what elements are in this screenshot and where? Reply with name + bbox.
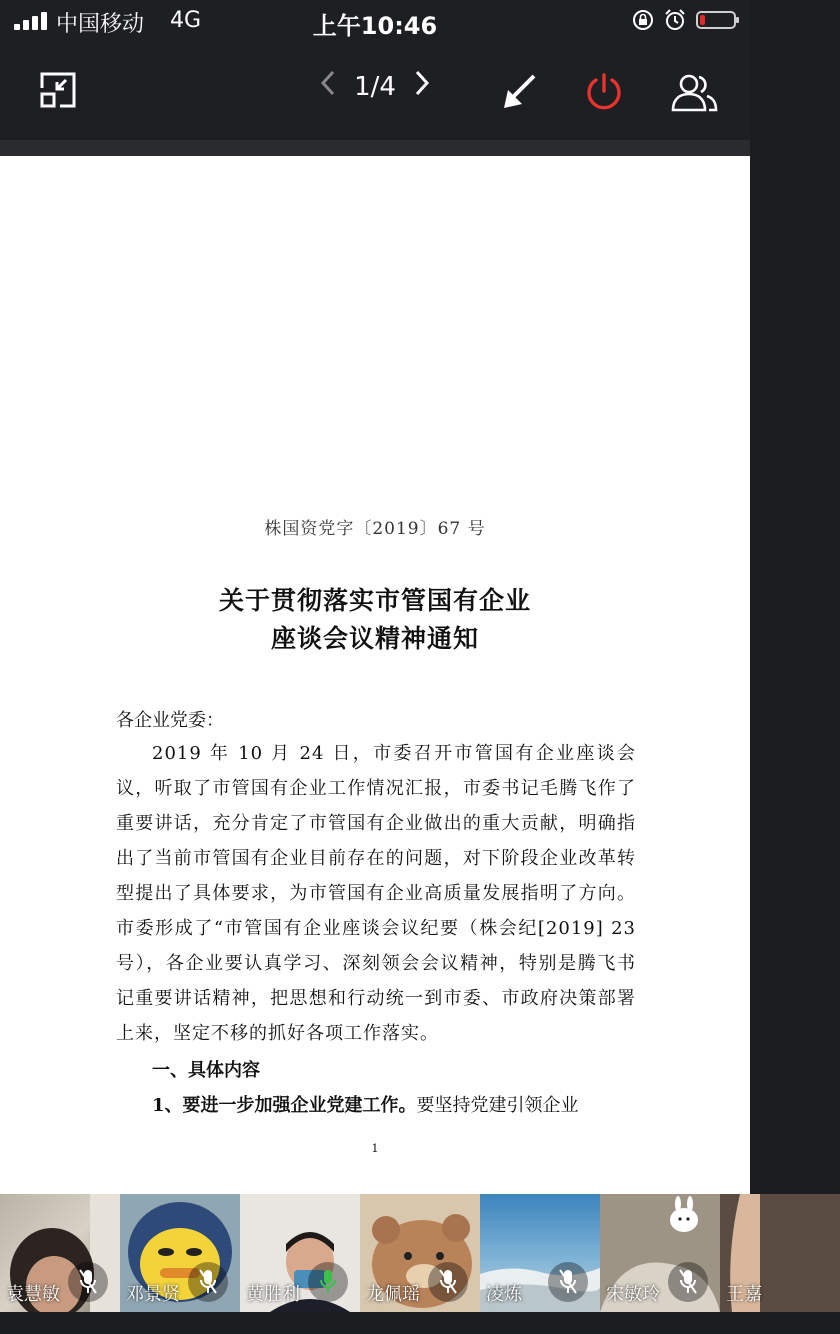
toolbar-divider	[0, 140, 750, 156]
battery-icon	[696, 11, 736, 29]
participant-video-strip[interactable]	[0, 1194, 762, 1312]
participant-name: 宋敏玲	[606, 1284, 660, 1305]
salutation: 各企业党委：	[116, 710, 224, 731]
mic-muted-icon	[439, 1269, 457, 1295]
participant-tile[interactable]	[120, 1194, 240, 1312]
participant-tile[interactable]	[0, 1194, 120, 1312]
alarm-icon	[664, 9, 686, 31]
participant-name: 凌炼	[486, 1284, 522, 1305]
page-navigator	[0, 70, 750, 103]
mic-active-button[interactable]	[308, 1262, 348, 1302]
participant-name: 邓景贤	[126, 1284, 180, 1305]
participant-tile[interactable]	[240, 1194, 360, 1312]
chevron-right-icon	[414, 70, 430, 96]
carrier-label: 中国移动	[56, 12, 145, 37]
title-line-1: 关于贯彻落实市管国有企业	[218, 586, 531, 615]
mic-muted-button[interactable]	[668, 1262, 708, 1302]
document-title	[0, 582, 750, 658]
mic-muted-button[interactable]	[548, 1262, 588, 1302]
title-line-2: 座谈会议精神通知	[270, 624, 479, 653]
next-page-button[interactable]	[414, 70, 430, 103]
clock: 上午10:46	[312, 12, 438, 40]
home-indicator-area	[0, 1312, 750, 1334]
participant-name: 袁慧敏	[6, 1284, 60, 1305]
document-body	[116, 736, 636, 1051]
mic-muted-icon	[559, 1269, 577, 1295]
item-1-heading: 1、要进一步加强企业党建工作。	[152, 1095, 417, 1116]
participant-name: 黄胜利	[246, 1284, 300, 1305]
mic-muted-button[interactable]	[68, 1262, 108, 1302]
mic-active-icon	[319, 1269, 337, 1295]
network-label: 4G	[170, 8, 202, 33]
page-number: 1	[371, 1142, 379, 1155]
shared-document[interactable]	[0, 156, 750, 1194]
participant-tile[interactable]	[600, 1194, 720, 1312]
body-paragraph: 2019 年 10 月 24 日，市委召开市管国有企业座谈会议，听取了市管国有企业工作情况汇报，市委书记毛腾飞作了重要讲话，充分肯定了市管国有企业做出的重大贡献，明确指出了当前市管国有企业目前存在的问题，对下阶段企业改革转型提出了具体要求，为市管国有企业高质量发展指明了方向。市委形成了“市管国有企业座谈会议纪要（株会纪[2019] 23 号），各企业要认真学习、深刻领会会议精神，特别是腾飞书记重要讲话精神，把思想和行动统一到市委、市政府决策部署上来，坚定不移的抓好各项工作落实。	[116, 743, 636, 1044]
mic-muted-button[interactable]	[428, 1262, 468, 1302]
participant-tile[interactable]	[480, 1194, 600, 1312]
participant-name: 龙佩瑶	[366, 1284, 420, 1305]
previous-page-button[interactable]	[320, 70, 336, 103]
mic-muted-icon	[679, 1269, 697, 1295]
document-number: 株国资党字〔2019〕67 号	[264, 519, 486, 539]
item-1-text: 要坚持党建引领企业	[416, 1095, 579, 1116]
chevron-left-icon	[320, 70, 336, 96]
section-heading: 一、具体内容	[152, 1060, 260, 1081]
item-1	[152, 1091, 638, 1117]
mic-muted-icon	[199, 1269, 217, 1295]
mic-muted-icon	[79, 1269, 97, 1295]
participant-tile[interactable]	[720, 1194, 840, 1312]
rotation-lock-icon	[632, 9, 654, 31]
battery-level	[700, 15, 705, 25]
mic-muted-button[interactable]	[188, 1262, 228, 1302]
status-bar	[0, 0, 750, 40]
participant-name: 王嘉	[726, 1284, 762, 1305]
page-indicator: 1/4	[354, 71, 396, 102]
participant-tile[interactable]	[360, 1194, 480, 1312]
